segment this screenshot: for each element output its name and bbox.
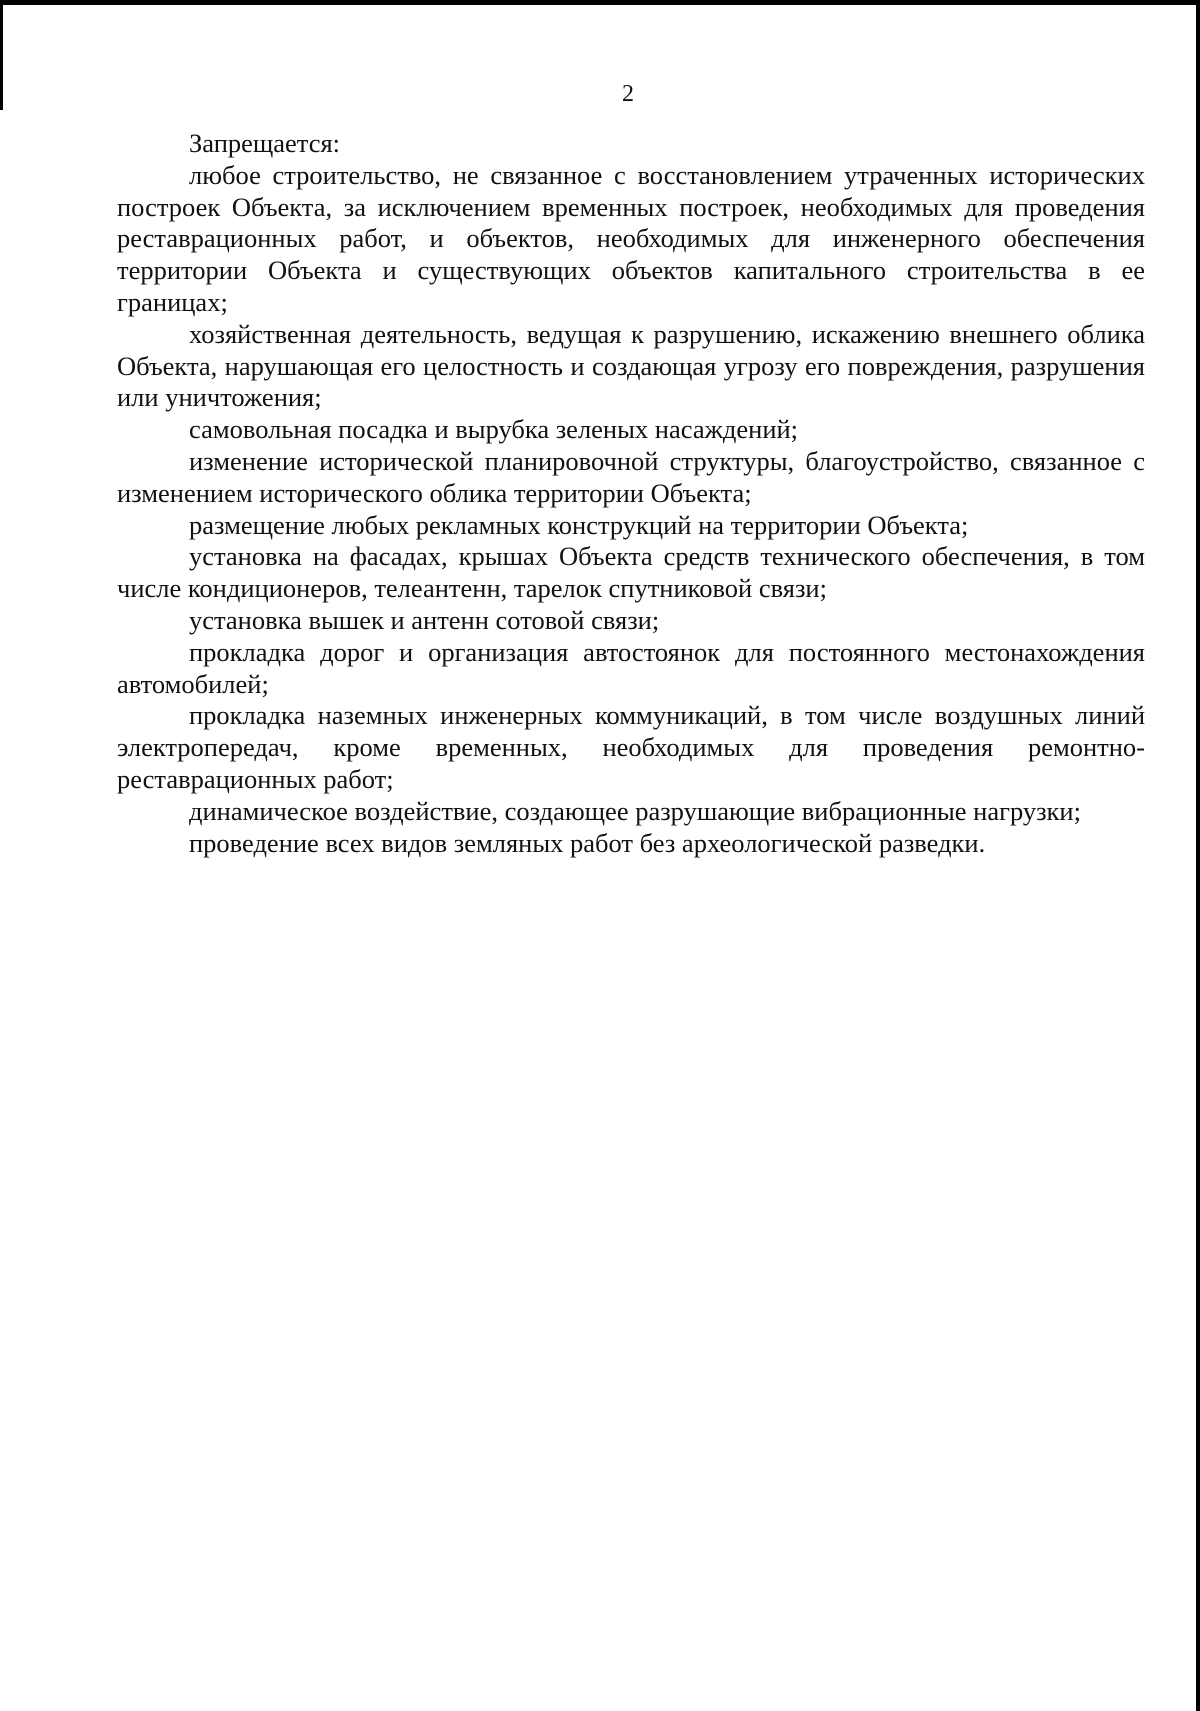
prohibitions-heading: Запрещается: (189, 128, 341, 158)
prohibition-item-10: динамическое воздействие, создающее разрушающие вибрационные нагрузки; (189, 795, 1081, 826)
prohibition-item-11: проведение всех видов земляных работ без археологической разведки. (189, 827, 986, 858)
scan-edge-top (0, 0, 1200, 5)
document-body (117, 128, 1145, 859)
prohibition-item-9: прокладка наземных инженерных коммуникаций, в том числе воздушных линий электропередач, кроме временных, необходимых для проведения ремонтно-реставрационных работ; (117, 700, 1145, 794)
prohibition-item-1: любое строительство, не связанное с восстановлением утраченных исторических построек Объекта, за исключением временных построек, необходимых для проведения реставрационных работ, и объектов, необходимых для инженерного обеспечения территории Объекта и существующих объектов капитального строительства в ее границах; (117, 159, 1145, 317)
prohibition-item-5: размещение любых рекламных конструкций на территории Объекта; (189, 509, 969, 540)
prohibition-item-6: установка на фасадах, крышах Объекта средств технического обеспечения, в том числе кондиционеров, телеантенн, тарелок спутниковой связи; (117, 541, 1145, 604)
prohibition-item-7: установка вышек и антенн сотовой связи; (189, 604, 660, 635)
page-number: 2 (622, 81, 634, 107)
prohibition-item-4: изменение исторической планировочной структуры, благоустройство, связанное с изменением исторического облика территории Объекта; (117, 445, 1145, 508)
prohibition-item-2: хозяйственная деятельность, ведущая к разрушению, искажению внешнего облика Объекта, нарушающая его целостность и создающая угрозу его повреждения, разрушения или уничтожения; (117, 318, 1145, 413)
prohibition-item-3: самовольная посадка и вырубка зеленых насаждений; (189, 414, 799, 445)
scan-edge-right (1196, 0, 1200, 1711)
prohibition-item-8: прокладка дорог и организация автостоянок для постоянного местонахождения автомобилей; (117, 636, 1145, 699)
